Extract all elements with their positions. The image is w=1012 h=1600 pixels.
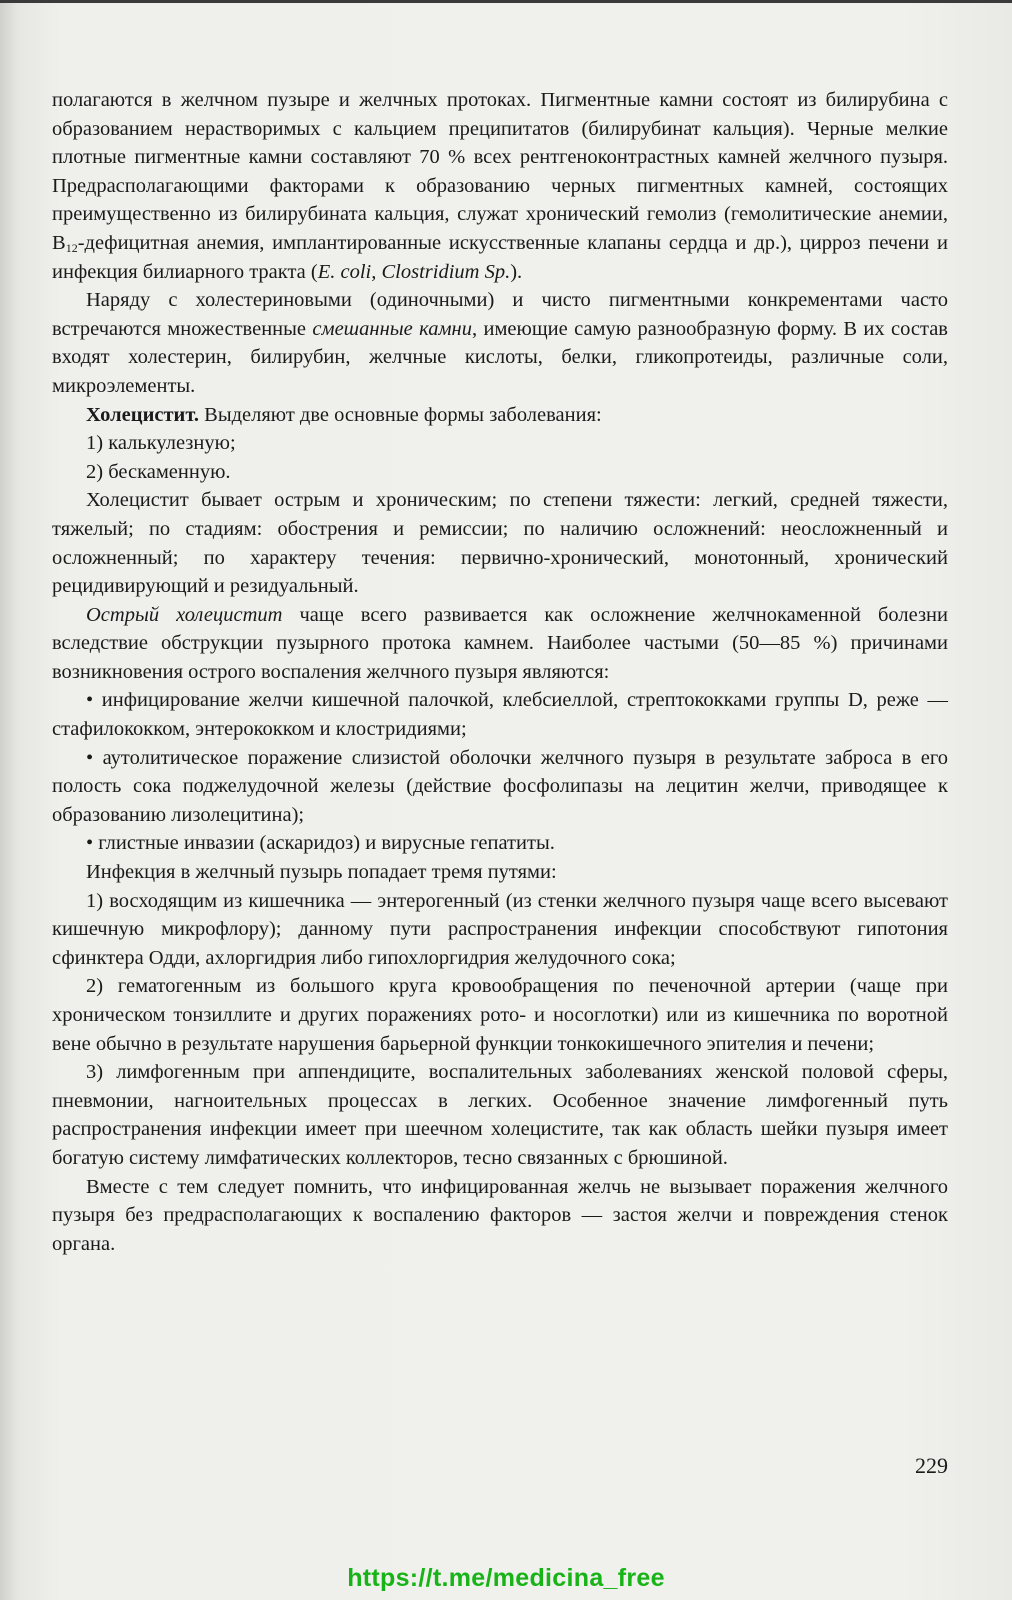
top-border: [0, 0, 1012, 3]
text-segment: Острый холецистит: [86, 603, 283, 626]
paragraph-p7: [52, 601, 948, 687]
text-segment: Наряду с холестериновыми (одиночными) и чисто пигментными конкрементами часто встречаются множественные: [52, 289, 948, 340]
paragraph-p15: [52, 1173, 948, 1259]
paragraph-p2: [52, 286, 948, 400]
text-segment: -дефицитная анемия, имплантированные искусственные клапаны сердца и др.), цирроз печени и инфекция билиарного тракта (: [52, 231, 948, 283]
text-segment: Холецистит.: [86, 403, 200, 426]
text-segment: 3) лимфогенным при аппендиците, воспалительных заболеваниях женской половой сферы, пневмонии, нагноительных процессах в легких. Особенное значение лимфогенный путь распространения инфекции имеет при шеечном холецистите, так как область шейки пузыря имеет богатую систему лимфатических коллекторов, тесно связанных с брюшиной.: [52, 1061, 948, 1169]
text-segment: 2) бескаменную.: [86, 460, 231, 483]
paragraph-p13: [52, 972, 948, 1058]
paragraph-p5: [52, 458, 948, 487]
paragraph-p4: [52, 429, 948, 458]
text-segment: 1) калькулезную;: [86, 432, 236, 455]
paragraph-p10: [52, 829, 948, 858]
paragraph-p9: [52, 744, 948, 830]
text-segment: смешанные камни: [312, 317, 472, 340]
paragraph-p6: [52, 486, 948, 600]
text-segment: Выделяют две основные формы заболевания:: [199, 403, 602, 426]
text-segment: 12: [65, 240, 78, 255]
text-segment: , имеющие самую разнообразную форму. В их состав входят холестерин, билирубин, желчные кислоты, белки, гликопротеиды, различные соли, микроэлементы.: [52, 317, 948, 397]
paragraph-p8: [52, 686, 948, 743]
text-segment: • аутолитическое поражение слизистой оболочки желчного пузыря в результате заброса в его полость сока поджелудочной железы (действие фосфолипазы на лецитин желчи, приводящее к образованию лизолецитина);: [52, 746, 948, 826]
text-segment: полагаются в желчном пузыре и желчных протоках. Пигментные камни состоят из билирубина с образованием нерастворимых с кальцием преципитатов (билирубинат кальция). Черные мелкие плотные пигментные камни составляют 70 % всех рентгеноконтрастных камней желчного пузыря. Предрасполагающими факторами к образованию черных пигментных камней, состоящих преимущественно из билирубината кальция, служат хронический гемолиз (гемолитические анемии, B: [52, 89, 948, 254]
paragraph-p14: [52, 1058, 948, 1172]
text-segment: • инфицирование желчи кишечной палочкой, клебсиеллой, стрептококками группы D, реже — стафилококком, энтерококком и клостридиями;: [52, 689, 948, 741]
text-segment: 1) восходящим из кишечника — энтерогенный (из стенки желчного пузыря чаще всего высевают кишечную микрофлору); данному пути распространения инфекции способствуют гипотония сфинктера Одди, ахлоргидрия либо гипохлоргидрия желудочного сока;: [52, 889, 948, 969]
paragraph-p11: [52, 858, 948, 887]
paragraph-p12: [52, 887, 948, 973]
text-segment: 2) гематогенным из большого круга кровообращения по печеночной артерии (чаще при хроническом тонзиллите и других поражениях рото- и носоглотки) или из кишечника по воротной вене обычно в результате нарушения барьерной функции тонкокишечного эпителия и печени;: [52, 975, 948, 1055]
telegram-link[interactable]: https://t.me/medicina_free: [347, 1564, 665, 1592]
text-segment: Холецистит бывает острым и хроническим; по степени тяжести: легкий, средней тяжести, тяжелый; по стадиям: обострения и ремиссии; по наличию осложнений: неосложненный и осложненный; по характеру течения: первично-хронический, монотонный, хронический рецидивирующий и резидуальный.: [52, 489, 948, 598]
text-segment: Инфекция в желчный пузырь попадает тремя путями:: [86, 861, 557, 884]
text-segment: E. coli, Clostridium Sp.: [317, 260, 511, 283]
paragraph-p1: [52, 86, 948, 286]
text-segment: ).: [510, 260, 523, 283]
page-number: 229: [915, 1453, 948, 1478]
body-text: [52, 86, 948, 1258]
text-segment: • глистные инвазии (аскаридоз) и вирусные гепатиты.: [86, 832, 555, 855]
text-segment: чаще всего развивается как осложнение желчнокаменной болезни вследствие обструкции пузырного протока камнем. Наиболее частыми (50—85 %) причинами возникновения острого воспаления желчного пузыря являются:: [52, 603, 948, 683]
paragraph-p3: [52, 401, 948, 430]
text-segment: Вместе с тем следует помнить, что инфицированная желчь не вызывает поражения желчного пузыря без предрасполагающих к воспалению факторов — застоя желчи и повреждения стенок органа.: [52, 1175, 948, 1255]
